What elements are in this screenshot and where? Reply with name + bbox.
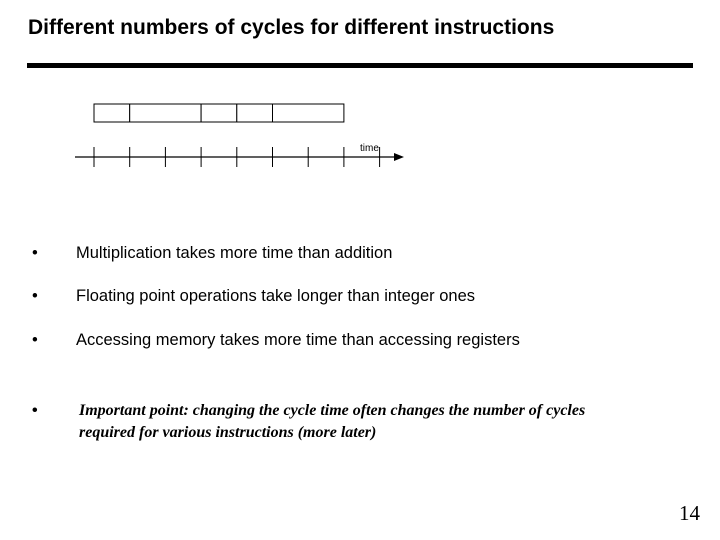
instruction-boxes [94,104,344,122]
instruction-box-5 [273,104,344,122]
time-axis-label: time [360,143,379,154]
instruction-box-3 [201,104,237,122]
time-axis [75,153,404,161]
bullet-marker: • [32,331,38,349]
instruction-box-1 [94,104,130,122]
cycle-timing-diagram [0,0,720,200]
bullet-marker: • [32,244,38,262]
bullet-text: Floating point operations take longer than integer ones [76,287,476,305]
page-number: 14 [679,501,700,525]
instruction-box-4 [237,104,273,122]
time-axis-arrowhead [394,153,404,161]
bullet-text: Accessing memory takes more time than accessing registers [76,331,520,349]
bullet-marker: • [32,287,38,305]
bullet-marker: • [32,402,38,419]
bullet-text: Multiplication takes more time than addition [76,244,393,262]
instruction-box-2 [130,104,201,122]
slide-title: Different numbers of cycles for different instructions [28,16,555,39]
note-text: Important point: changing the cycle time often changes the number of cycles required for various instructions (more later) [79,402,586,441]
